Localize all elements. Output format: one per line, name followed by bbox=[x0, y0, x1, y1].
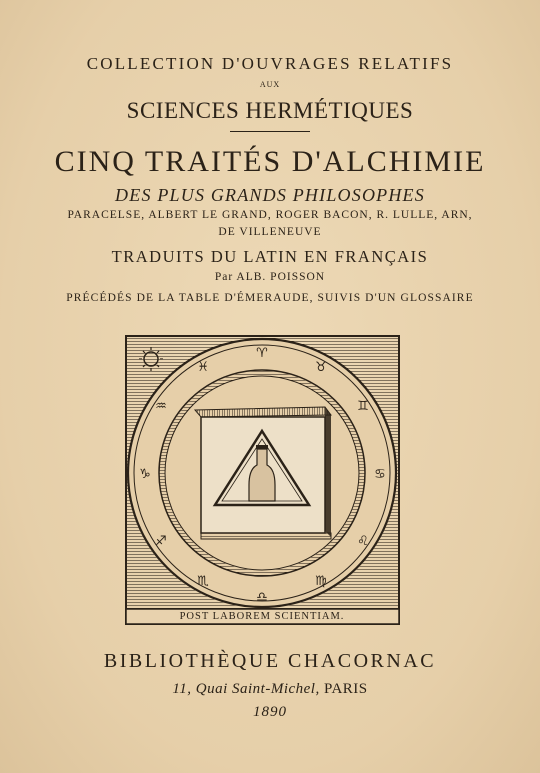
authors-line-2: DE VILLENEUVE bbox=[218, 226, 322, 238]
alchemical-emblem-engraving bbox=[125, 335, 400, 625]
svg-text:♏: ♏ bbox=[197, 574, 209, 589]
authors-line-1: PARACELSE, ALBERT LE GRAND, ROGER BACON, R. LULLE, ARN, bbox=[67, 209, 473, 221]
svg-text:♋: ♋ bbox=[374, 467, 386, 482]
publisher-name: BIBLIOTHÈQUE CHACORNAC bbox=[103, 650, 437, 672]
svg-text:♈: ♈ bbox=[256, 346, 268, 361]
svg-text:♑: ♑ bbox=[139, 467, 151, 482]
sciences-line: SCIENCES HERMÉTIQUES bbox=[126, 98, 414, 123]
preceded-line: PRÉCÉDÉS DE LA TABLE D'ÉMERAUDE, SUIVIS D'UN GLOSSAIRE bbox=[66, 292, 474, 304]
translator-line: Par ALB. POISSON bbox=[214, 271, 326, 283]
street-address: 11, Quai Saint-Michel, bbox=[172, 681, 320, 697]
svg-text:♊: ♊ bbox=[357, 399, 369, 414]
svg-text:♐: ♐ bbox=[155, 534, 167, 549]
svg-text:♓: ♓ bbox=[197, 360, 209, 375]
collection-line: COLLECTION D'OUVRAGES RELATIFS bbox=[86, 54, 454, 73]
main-title: CINQ TRAITÉS D'ALCHIMIE bbox=[54, 145, 486, 178]
svg-text:♍: ♍ bbox=[315, 574, 327, 589]
publisher-address bbox=[0, 681, 540, 698]
subtitle: DES PLUS GRANDS PHILOSOPHES bbox=[115, 185, 425, 205]
translated-line: TRADUITS DU LATIN EN FRANÇAIS bbox=[111, 247, 429, 266]
svg-text:♌: ♌ bbox=[357, 534, 369, 549]
svg-text:♎: ♎ bbox=[256, 590, 268, 605]
svg-text:♒: ♒ bbox=[155, 399, 167, 414]
divider-rule bbox=[230, 131, 310, 132]
aux-line: AUX bbox=[259, 80, 281, 89]
city: PARIS bbox=[323, 681, 368, 697]
emblem-motto: POST LABOREM SCIENTIAM. bbox=[179, 611, 345, 622]
publication-year: 1890 bbox=[253, 704, 287, 720]
svg-text:♉: ♉ bbox=[315, 360, 327, 375]
